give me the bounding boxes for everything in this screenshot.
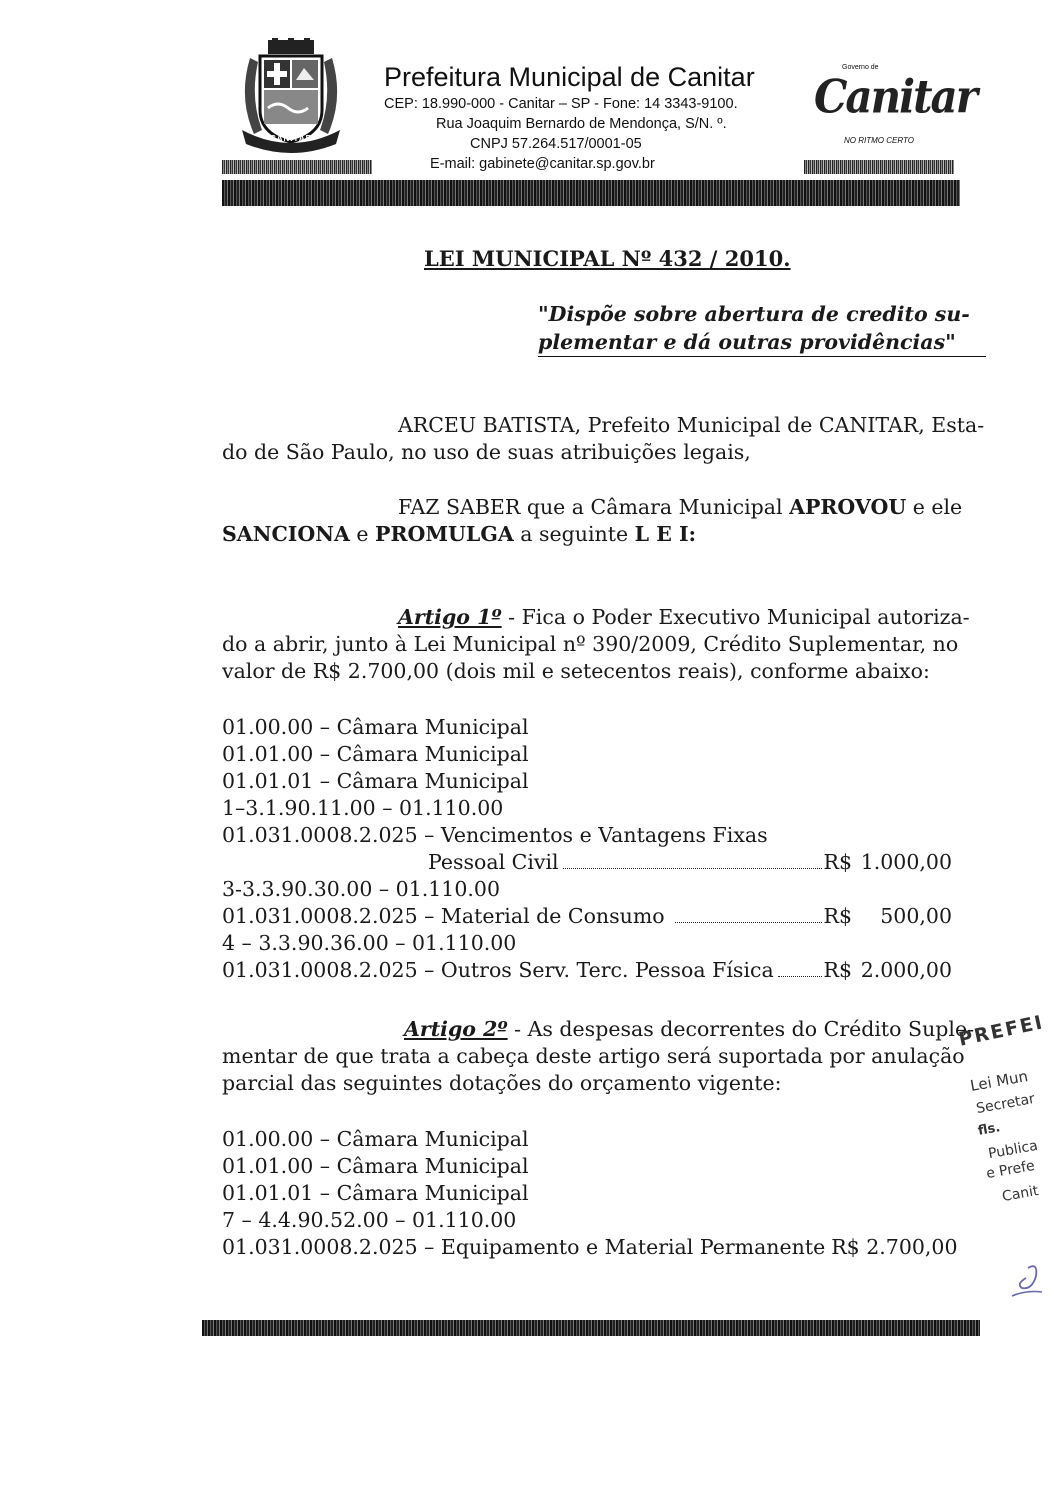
stamp-line: Lei Mun	[968, 1067, 1030, 1095]
preamble-1-line-b: do de São Paulo, no uso de suas atribuições legais,	[222, 440, 751, 464]
crest-banner-text: CANITAR	[270, 134, 313, 143]
stamp-line: PREFEI	[956, 1011, 1046, 1051]
header-address: Rua Joaquim Bernardo de Mendonça, S/N. º.	[436, 116, 727, 132]
list-item: 4 – 3.3.90.36.00 – 01.110.00	[222, 931, 517, 955]
law-title: LEI MUNICIPAL Nº 432 / 2010.	[424, 246, 791, 271]
publication-stamp	[950, 1000, 1058, 1220]
list-item: 01.00.00 – Câmara Municipal	[222, 1127, 529, 1151]
header	[0, 0, 1058, 210]
list-item: 01.01.00 – Câmara Municipal	[222, 742, 529, 766]
sanciona-text: SANCIONA	[222, 522, 350, 546]
handwritten-initial-mark	[1008, 1260, 1048, 1310]
article-2-line-2: mentar de que trata a cabeça deste artigo será suportada por anulação	[222, 1044, 965, 1068]
preamble-paragraph-1	[222, 412, 985, 466]
ementa-line-1: "Dispõe sobre abertura de credito su-	[538, 302, 970, 326]
header-right-stripe	[804, 160, 954, 174]
leader-dots	[675, 922, 822, 923]
currency-symbol: R$	[823, 850, 852, 874]
header-left-stripe	[222, 160, 372, 174]
amount-label: 01.031.0008.2.025 – Equipamento e Material Permanente	[222, 1235, 826, 1259]
list-item-amount	[222, 957, 952, 984]
article-1-line-3: valor de R$ 2.700,00 (dois mil e setecentos reais), conforme abaixo:	[222, 659, 930, 683]
article-2-budget-list	[222, 1126, 958, 1261]
amount-label: Pessoal Civil	[428, 850, 559, 874]
amount-label: 01.031.0008.2.025 – Material de Consumo	[222, 904, 665, 928]
article-1-budget-list	[222, 714, 952, 984]
faz-saber-text: FAZ SABER que a Câmara Municipal	[398, 495, 790, 519]
currency-symbol: R$	[823, 958, 852, 982]
stamp-line: Publica	[986, 1137, 1040, 1163]
stamp-line: e Prefe	[984, 1157, 1036, 1183]
article-1-line-1	[222, 604, 970, 631]
article-2-text-1: - As despesas decorrentes do Crédito Suple-	[507, 1017, 975, 1041]
list-item-amount	[222, 849, 952, 876]
article-1	[222, 604, 970, 685]
leader-dots	[778, 976, 822, 977]
list-item-amount	[222, 1234, 958, 1261]
logo-small-text: Governo de	[842, 64, 879, 71]
amount-label: 01.031.0008.2.025 – Outros Serv. Terc. Pessoa Física	[222, 958, 774, 982]
list-item: 01.01.00 – Câmara Municipal	[222, 1154, 529, 1178]
stamp-line: fls.	[976, 1120, 1002, 1139]
list-item: 01.00.00 – Câmara Municipal	[222, 715, 529, 739]
logo-word: Canitar	[814, 69, 976, 124]
header-barcode-bar	[222, 180, 960, 206]
amount-value: 2.000,00	[860, 958, 952, 982]
stamp-line: Canit	[1000, 1182, 1040, 1206]
preamble-2-line-a	[222, 494, 963, 521]
canitar-logo	[808, 64, 976, 154]
list-item: 01.031.0008.2.025 – Vencimentos e Vantagens Fixas	[222, 823, 768, 847]
article-1-line-2: do a abrir, junto à Lei Municipal nº 390/2009, Crédito Suplementar, no	[222, 632, 959, 656]
footer-barcode-bar	[202, 1320, 980, 1336]
preamble-2-line-b	[222, 521, 952, 548]
article-1-label: Artigo 1º	[398, 605, 502, 629]
header-cep-phone: CEP: 18.990-000 - Canitar – SP - Fone: 14 3343-9100.	[384, 96, 738, 112]
article-2-line-1	[222, 1016, 975, 1043]
aprovou-text: APROVOU	[789, 495, 907, 519]
list-item: 01.01.01 – Câmara Municipal	[222, 1181, 529, 1205]
article-2-label: Artigo 2º	[404, 1017, 508, 1041]
e-ele-text: e ele	[906, 495, 963, 519]
logo-slogan: NO RITMO CERTO	[844, 136, 914, 145]
prefeitura-title: Prefeitura Municipal de Canitar	[384, 62, 755, 92]
ementa-line-2: plementar e dá outras providências"	[538, 328, 986, 357]
a-seguinte-text: a seguinte	[513, 522, 635, 546]
preamble-paragraph-2	[222, 494, 963, 548]
conjunction-text: e	[349, 522, 376, 546]
lei-text: L E I:	[634, 522, 697, 546]
list-item: 01.01.01 – Câmara Municipal	[222, 769, 529, 793]
list-item: 7 – 4.4.90.52.00 – 01.110.00	[222, 1208, 517, 1232]
header-cnpj: CNPJ 57.264.517/0001-05	[470, 136, 642, 152]
article-2	[222, 1016, 975, 1097]
leader-dots	[563, 868, 822, 869]
stamp-line: Secretar	[975, 1090, 1037, 1118]
list-item-amount	[222, 903, 952, 930]
article-1-text-1: - Fica o Poder Executivo Municipal autoriza-	[501, 605, 970, 629]
article-2-line-3: parcial das seguintes dotações do orçamento vigente:	[222, 1071, 782, 1095]
amount-value: 500,00	[880, 904, 952, 928]
header-email: E-mail: gabinete@canitar.sp.gov.br	[430, 156, 655, 172]
list-item: 3-3.3.90.30.00 – 01.110.00	[222, 877, 500, 901]
law-ementa	[538, 300, 970, 357]
preamble-1-line-a: ARCEU BATISTA, Prefeito Municipal de CANITAR, Esta-	[398, 413, 985, 437]
list-item: 1–3.1.90.11.00 – 01.110.00	[222, 796, 504, 820]
amount-value: 1.000,00	[860, 850, 952, 874]
amount-value: R$ 2.700,00	[831, 1235, 958, 1259]
promulga-text: PROMULGA	[375, 522, 514, 546]
currency-symbol: R$	[823, 904, 852, 928]
